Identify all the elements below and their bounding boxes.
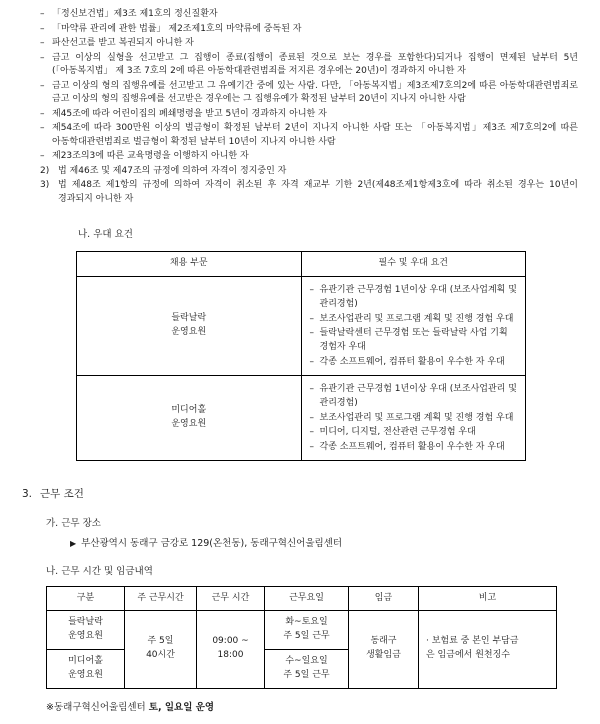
cell-work-days xyxy=(265,649,349,688)
column-header-weekly-hours: 주 근무시간 xyxy=(125,586,197,611)
wage-line: 생활임금 xyxy=(366,650,401,661)
list-item xyxy=(40,122,578,149)
dash-marker: – xyxy=(309,284,314,295)
dash-marker: – xyxy=(309,327,314,338)
requirement-text: 보조사업관리 및 프로그램 계획 및 진행 경험 우대 xyxy=(319,412,514,423)
table-header-row xyxy=(47,586,557,611)
list-item xyxy=(40,165,578,179)
work-time-line: 09:00 ~ xyxy=(212,636,249,647)
list-item-text: 법 제46조 및 제47조의 규정에 의하여 자격이 정지중인 자 xyxy=(58,165,287,176)
list-item xyxy=(40,108,578,122)
requirement-item xyxy=(310,440,518,454)
category-line: 미디어홀 xyxy=(171,405,207,416)
cell-division xyxy=(47,611,125,650)
column-header-division: 구분 xyxy=(47,586,125,611)
table-header-row xyxy=(77,252,526,277)
footnote-highlight: 토, 일요일 운영 xyxy=(148,701,215,713)
column-header-work-days: 근무요일 xyxy=(265,586,349,611)
cell-category xyxy=(77,376,302,461)
cell-work-time xyxy=(197,611,265,689)
table-row xyxy=(77,376,526,461)
dash-marker: – xyxy=(40,38,45,48)
list-item xyxy=(40,52,578,79)
list-item xyxy=(40,23,578,37)
division-line: 미디어홀 xyxy=(68,655,103,666)
section-heading-work-conditions xyxy=(0,487,600,503)
triangle-bullet-icon: ▶ xyxy=(70,539,77,549)
requirement-item xyxy=(310,355,518,369)
cell-requirements xyxy=(301,276,526,375)
list-item-text: 제54조에 따라 300만원 이상의 벌금형이 확정된 날부터 2년이 지나지 아니한 사람 또는 「아동복지법」제3조 제7호의2에 따른 아동학대관련범죄로 벌금형이 확정된 날부터 10년이 지나지 아니한 사람 xyxy=(52,123,578,147)
work-place-line xyxy=(0,537,600,551)
column-header-category: 채용 부문 xyxy=(77,252,302,277)
list-item xyxy=(40,179,578,206)
work-days-line: 화~토요일 xyxy=(285,617,328,628)
list-item-text: 금고 이상의 실형을 선고받고 그 집행이 종료(집행이 종료된 것으로 보는 경우를 포함한다)되거나 집행이 면제된 날부터 5년(「아동복지법」 제 3조 7호의 2에 따른 아동학대관련범죄를 저지른 경우에는 20년)이 경과하지 아니한 자 xyxy=(52,52,578,76)
dash-marker: – xyxy=(40,23,45,34)
column-header-wage: 임금 xyxy=(349,586,419,611)
category-line: 운영요원 xyxy=(171,419,207,430)
requirement-item xyxy=(310,326,518,355)
work-days-line: 수~일요일 xyxy=(285,655,328,666)
cell-division xyxy=(47,649,125,688)
footnote xyxy=(0,701,600,715)
list-item-text: 제23조의3에 따른 교육명령을 이행하지 아니한 자 xyxy=(52,151,249,161)
footnote-prefix: ※동래구혁신어울림센터 xyxy=(46,701,149,713)
work-place-heading: 가. 근무 장소 xyxy=(46,517,101,529)
requirement-item xyxy=(310,382,518,411)
requirement-item xyxy=(310,425,518,439)
requirement-text: 들락날락센터 근무경험 또는 들락날락 사업 기획 경험자 우대 xyxy=(319,327,508,353)
work-days-line: 주 5일 근무 xyxy=(283,630,330,641)
work-place-value: 부산광역시 동래구 금강로 129(온천동), 동래구혁신어울림센터 xyxy=(81,538,343,550)
dash-marker: – xyxy=(309,356,314,367)
category-line: 들락날락 xyxy=(171,312,207,323)
table-row xyxy=(77,276,526,375)
cell-requirements xyxy=(301,376,526,461)
list-item-text: 제45조에 따라 어린이집의 폐쇄명령을 받고 5년이 경과하지 아니한 자 xyxy=(52,108,327,119)
dash-marker: – xyxy=(40,151,45,161)
list-item-text: 「마약류 관리에 관한 법률」 제2조제1호의 마약류에 중독된 자 xyxy=(52,23,302,34)
section-number: 3. xyxy=(22,488,33,501)
dash-marker: – xyxy=(40,123,45,133)
work-days-line: 주 5일 근무 xyxy=(283,669,330,680)
dash-marker: – xyxy=(40,52,45,63)
requirement-item xyxy=(310,283,518,312)
list-item-number: 2) xyxy=(40,165,50,176)
list-item xyxy=(40,80,578,107)
cell-work-days xyxy=(265,611,349,650)
requirement-text: 유관기관 근무경험 1년이상 우대 (보조사업계획 및 관리경험) xyxy=(319,284,517,310)
dash-marker: – xyxy=(40,108,45,119)
work-time-line: 18:00 xyxy=(217,650,244,661)
wage-line: 동래구 xyxy=(370,636,397,647)
list-item-text: 파산선고를 받고 복권되지 아니한 자 xyxy=(52,38,194,48)
weekly-hours-line: 주 5일 xyxy=(147,636,174,647)
list-item xyxy=(40,150,578,164)
document-page xyxy=(0,8,600,724)
requirement-text: 유관기관 근무경험 1년이상 우대 (보조사업관리 및 관리경험) xyxy=(319,384,517,409)
list-item xyxy=(40,8,578,22)
dash-marker: – xyxy=(40,9,45,19)
dash-marker: – xyxy=(309,441,314,452)
work-time-heading: 나. 근무 시간 및 임금내역 xyxy=(46,566,153,578)
section-title: 근무 조건 xyxy=(40,488,84,501)
requirement-item xyxy=(310,312,518,326)
note-line: · 보험료 중 본인 부담금 xyxy=(426,636,519,647)
list-item xyxy=(40,37,578,51)
division-line: 운영요원 xyxy=(68,630,103,641)
preference-table xyxy=(76,251,526,461)
division-line: 들락날락 xyxy=(68,617,103,628)
dash-marker: – xyxy=(309,427,314,438)
list-item-text: 「정신보건법」제3조 제1호의 정신질환자 xyxy=(52,9,218,19)
note-line: 은 임금에서 원천징수 xyxy=(426,650,510,661)
cell-note xyxy=(419,611,557,689)
dash-marker: – xyxy=(309,313,314,324)
dash-marker: – xyxy=(40,80,45,91)
preference-heading: 나. 우대 요건 xyxy=(78,229,133,240)
requirement-text: 각종 소프트웨어, 컴퓨터 활용이 우수한 자 우대 xyxy=(319,441,505,452)
dash-marker: – xyxy=(309,384,314,395)
list-item-text: 금고 이상의 형의 집행유예를 선고받고 그 유예기간 중에 있는 사람. 다만, 「아동복지법」제3조제7호의2에 따른 아동학대관련범죄로 금고 이상의 형의 집행유예를 선고받은 경우에는 그 집행유예가 확정된 날부터 20년이 지나지 아니한 사람 xyxy=(52,80,578,104)
cell-weekly-hours xyxy=(125,611,197,689)
weekly-hours-line: 40시간 xyxy=(146,650,175,661)
table-row xyxy=(47,611,557,650)
column-header-note: 비고 xyxy=(419,586,557,611)
division-line: 운영요원 xyxy=(68,669,103,680)
dash-marker: – xyxy=(309,412,314,423)
disqualification-list xyxy=(0,8,600,206)
requirement-text: 미디어, 디지털, 전산관련 근무경험 우대 xyxy=(319,427,476,438)
list-item-text: 법 제48조 제1항의 규정에 의하여 자격이 취소된 후 자격 재교부 기한 2년(제48조제1항제3호에 따라 취소된 경우는 10년이 경과되지 아니한 자 xyxy=(58,180,578,204)
list-item-number: 3) xyxy=(40,180,50,190)
requirement-text: 각종 소프트웨어, 컴퓨터 활용이 우수한 자 우대 xyxy=(319,356,505,367)
category-line: 운영요원 xyxy=(171,326,207,337)
requirement-text: 보조사업관리 및 프로그램 계획 및 진행 경험 우대 xyxy=(319,313,514,324)
cell-category xyxy=(77,276,302,375)
column-header-requirements: 필수 및 우대 요건 xyxy=(301,252,526,277)
requirement-item xyxy=(310,411,518,425)
cell-wage xyxy=(349,611,419,689)
column-header-work-time: 근무 시간 xyxy=(197,586,265,611)
work-conditions-table xyxy=(46,586,557,689)
